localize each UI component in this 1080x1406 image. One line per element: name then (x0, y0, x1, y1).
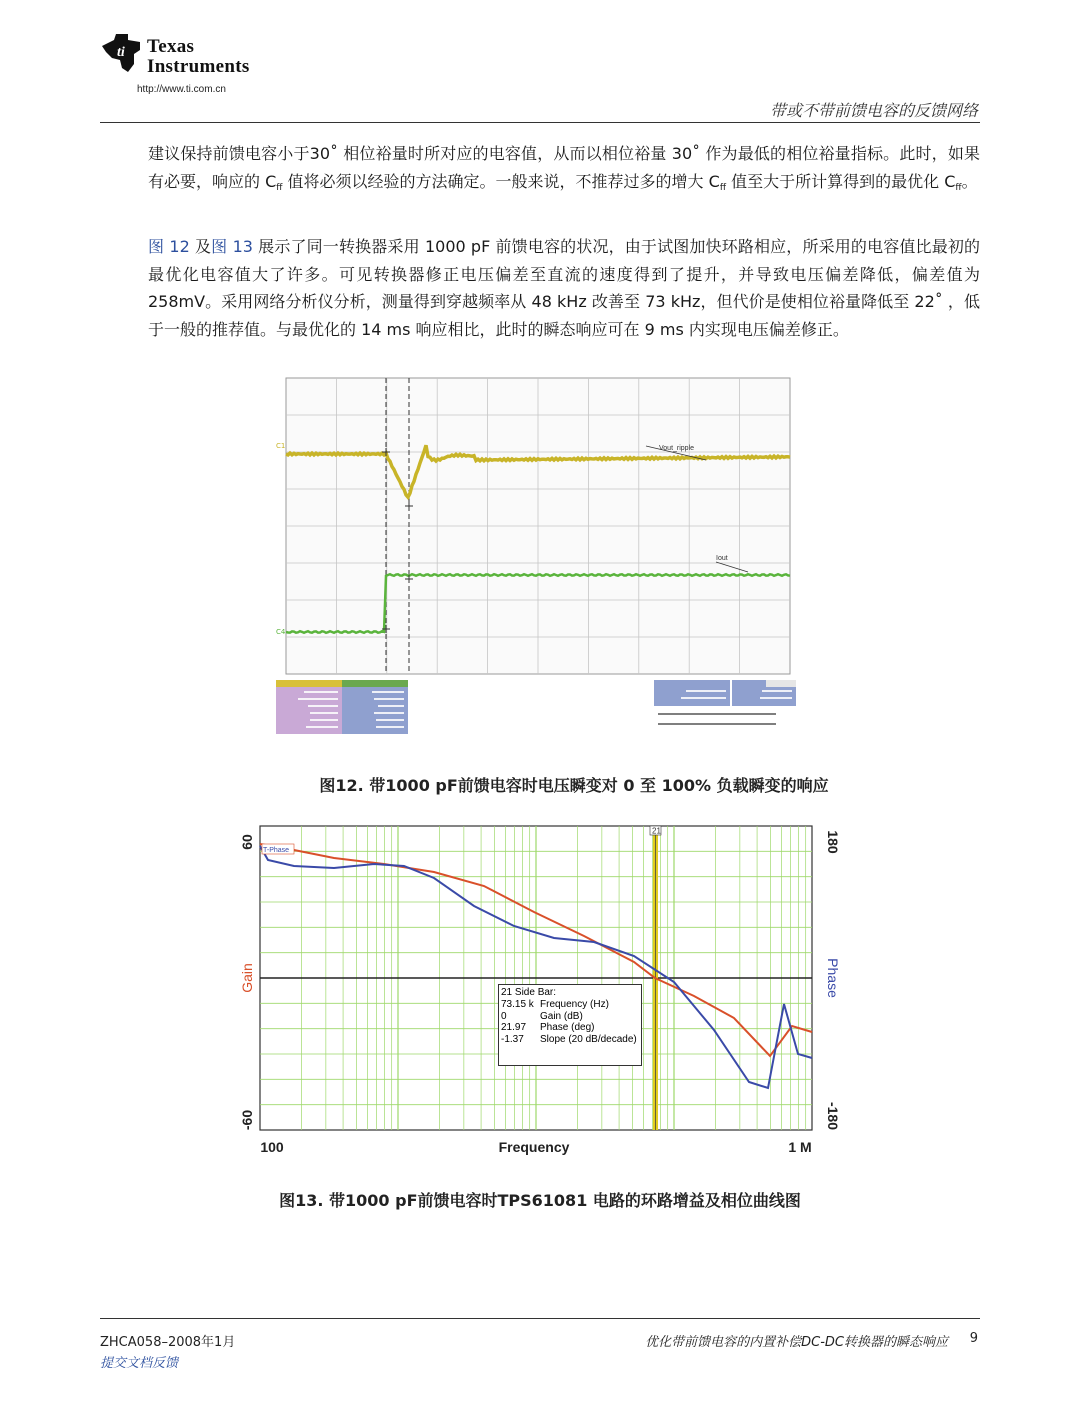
scope-channel-panel-left (276, 680, 408, 734)
scope-timebase-panel (654, 680, 796, 724)
figure-12-caption: 图12. 带1000 pF前馈电容时电压瞬变对 0 至 100% 负载瞬变的响应 (319, 776, 829, 795)
marker-label: 21 (652, 826, 661, 836)
iout-trace-label: Iout (716, 555, 728, 562)
logo-text-texas: Texas (147, 36, 195, 57)
figure-13-link[interactable]: 图 13 (211, 237, 253, 256)
y-right-axis-title: Phase (825, 958, 841, 998)
svg-text:ti: ti (117, 45, 125, 60)
figure-12-link[interactable]: 图 12 (148, 237, 190, 256)
y-left-axis-title: Gain (239, 963, 255, 993)
y-right-bottom-label: -180 (825, 1101, 841, 1131)
header-section-title: 带或不带前馈电容的反馈网络 (769, 101, 978, 120)
side-bar-row: 73.15 k Frequency (Hz) (501, 998, 609, 1010)
site-url-link[interactable]: http://www.ti.com.cn (137, 84, 226, 95)
y-left-bottom-label: -60 (239, 1109, 255, 1131)
svg-text:C1: C1 (276, 442, 286, 450)
logo-text-instruments: Instruments (147, 56, 250, 77)
side-bar-row: 21.97 Phase (deg) (501, 1022, 595, 1034)
y-right-top-label: 180 (825, 830, 841, 854)
paragraph-1: 建议保持前馈电容小于30˚ 相位裕量时所对应的电容值，从而以相位裕量 30˚ 作为最低的相位裕量指标。此时，如果有必要，响应的 $C_{ff}$ 值将必须以经验的方法确定。一般来说，不推荐过多的增大 $C_{ff}$ 值至大于所计算得到的最优化 $C_{ff}$。 (148, 144, 980, 193)
footer-document-title: 优化带前馈电容的内置补偿DC-DC转换器的瞬态响应 (645, 1335, 948, 1350)
phase-legend: T-Phase (263, 847, 290, 854)
x-left-label: 100 (260, 1139, 284, 1155)
ti-logo-icon (100, 32, 144, 76)
side-bar-row: 0 Gain (dB) (501, 1010, 583, 1022)
figure-12-scope-capture (276, 376, 800, 736)
page-number: 9 (969, 1331, 978, 1346)
side-bar-row: -1.37 Slope (20 dB/decade) (501, 1034, 637, 1046)
footer-divider (100, 1318, 980, 1319)
ti-logo (100, 32, 290, 82)
vout-trace-label: Vout_ripple (659, 445, 695, 452)
document-id: ZHCA058–2008年1月 (100, 1335, 236, 1350)
side-bar-title: 21 Side Bar: (501, 987, 557, 998)
figure-13-caption: 图13. 带1000 pF前馈电容时TPS61081 电路的环路增益及相位曲线图 (279, 1191, 801, 1210)
feedback-link[interactable]: 提交文档反馈 (100, 1356, 179, 1371)
svg-text:C4: C4 (276, 628, 286, 636)
x-right-label: 1 M (788, 1139, 812, 1155)
y-left-top-label: 60 (239, 834, 255, 850)
side-bar-readout (498, 984, 642, 1066)
header-divider (100, 122, 980, 123)
paragraph-2: 图 12 及图 13 展示了同一转换器采用 1000 pF 前馈电容的状况，由于试图加快环路相应，所采用的电容值比最初的最优化电容值大了许多。可见转换器修正电压偏差至直流的速度得到了提升，并导致电压偏差降低，偏差值为 258mV。采用网络分析仪分析，测量得到穿越频率从 48 kHz 改善至 73 kHz，但代价是使相位裕量降低至 22˚ ，低于一般的推荐值。与最优化的 14 ms 响应相比，此时的瞬态响应可在 9 ms 内实现电压偏差修正。 (148, 237, 980, 339)
x-axis-title: Frequency (498, 1139, 570, 1155)
